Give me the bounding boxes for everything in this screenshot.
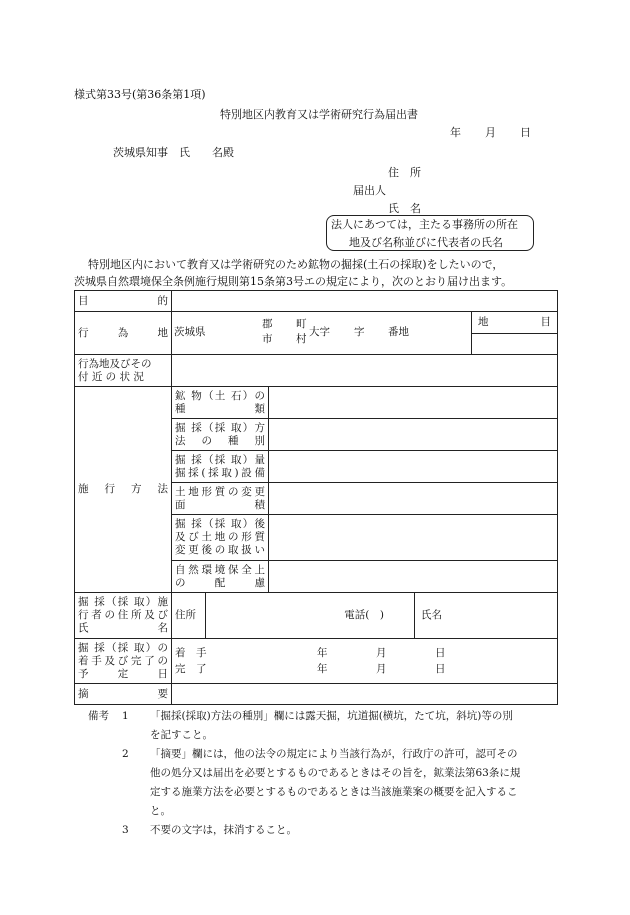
note-1-line-1: 「掘採(採取)方法の種別」欄には露天掘，坑道掘(横坑，たて坑，斜坑)等の別 bbox=[150, 710, 513, 722]
corp-note-line1: 法人にあつては，主たる事務所の所在 bbox=[331, 218, 518, 231]
method-field-4[interactable] bbox=[269, 483, 558, 515]
note-1-line-2: を記すこと。 bbox=[150, 729, 213, 741]
operator-name-label: 氏名 bbox=[421, 609, 442, 621]
note-1-number: 1 bbox=[122, 710, 129, 722]
end-year: 年 bbox=[317, 663, 328, 675]
note-2-number: 2 bbox=[122, 748, 129, 760]
method-item-2: 掘 採（採 取）方 法 の 種 別 bbox=[172, 419, 269, 451]
location-gun: 郡 bbox=[262, 318, 273, 330]
remarks-label: 摘 要 bbox=[75, 684, 172, 705]
date-year: 年 bbox=[450, 126, 461, 139]
location-shi: 市 bbox=[262, 333, 273, 345]
method-field-3[interactable] bbox=[269, 451, 558, 483]
location-pref: 茨城県 bbox=[174, 326, 206, 338]
surroundings-row bbox=[75, 355, 558, 387]
method-field-2[interactable] bbox=[269, 419, 558, 451]
operator-name-field[interactable] bbox=[461, 593, 557, 638]
chimoku-label: 地 目 bbox=[472, 312, 557, 334]
date-day: 日 bbox=[520, 126, 531, 139]
operator-row bbox=[75, 593, 558, 639]
location-row bbox=[75, 312, 558, 355]
method-row-1 bbox=[75, 387, 558, 419]
location-oaza: 大字 bbox=[309, 326, 330, 338]
method-item-6: 自然環境保全上 の 配 慮 bbox=[172, 561, 269, 593]
operator-address-label: 住所 bbox=[172, 593, 206, 638]
address-label: 住 所 bbox=[388, 166, 421, 179]
schedule-row bbox=[75, 639, 558, 684]
schedule-field[interactable] bbox=[172, 639, 558, 684]
operator-phone[interactable]: 電話( ) bbox=[206, 593, 415, 638]
note-3 bbox=[88, 821, 558, 840]
end-month: 月 bbox=[376, 663, 387, 675]
document-title: 特別地区内教育又は学術研究行為届出書 bbox=[220, 108, 418, 121]
schedule-label: 掘 採（採 取）の 着手及び完了の 予 定 日 bbox=[75, 639, 172, 684]
notes-heading: 備考 bbox=[88, 710, 109, 722]
name-label: 氏 名 bbox=[388, 202, 421, 215]
note-2-line-2: 他の処分又は届出を必要とするものであるときはその旨を，鉱業法第63条に規 bbox=[150, 767, 521, 779]
method-label: 施 行 方 法 bbox=[75, 387, 172, 593]
operator-field bbox=[172, 593, 558, 639]
location-mura: 村 bbox=[296, 333, 307, 345]
note-2-line-3: 定する施業方法を必要とするものであるときは当該施業案の概要を記入するこ bbox=[150, 786, 518, 798]
form-number: 様式第33号(第36条第1項) bbox=[74, 88, 206, 101]
body-line2: 茨城県自然環境保全条例施行規則第15条第3号エの規定により，次のとおり届け出ます。 bbox=[74, 275, 513, 288]
method-field-1[interactable] bbox=[269, 387, 558, 419]
chimoku-cell bbox=[472, 312, 558, 355]
start-label: 着 手 bbox=[175, 647, 207, 659]
note-3-number: 3 bbox=[122, 824, 129, 836]
start-year: 年 bbox=[317, 647, 328, 659]
note-2-line-1: 「摘要」欄には，他の法令の規定により当該行為が，行政庁の許可，認可その bbox=[150, 748, 518, 760]
method-item-1: 鉱 物（土 石）の 種 類 bbox=[172, 387, 269, 419]
addressee: 茨城県知事 氏 名殿 bbox=[113, 146, 234, 159]
start-day: 日 bbox=[435, 647, 446, 659]
note-2 bbox=[88, 745, 558, 821]
surroundings-field[interactable] bbox=[172, 355, 558, 387]
note-1 bbox=[88, 707, 558, 745]
location-aza: 字 bbox=[354, 326, 365, 338]
method-field-5[interactable] bbox=[269, 515, 558, 561]
note-3-line-1: 不要の文字は，抹消すること。 bbox=[150, 824, 297, 836]
end-label: 完 了 bbox=[175, 663, 207, 675]
purpose-label: 目 的 bbox=[75, 291, 172, 312]
operator-label: 掘 採（採 取）施 行者の住所及び 氏 名 bbox=[75, 593, 172, 639]
remarks-field[interactable] bbox=[172, 684, 558, 705]
method-item-3: 掘 採（採 取）量 掘採(採取)設備 bbox=[172, 451, 269, 483]
form-table bbox=[74, 290, 558, 705]
surroundings-label: 行為地及びその 付 近 の 状 況 bbox=[75, 355, 172, 387]
note-2-line-4: と。 bbox=[150, 805, 171, 817]
purpose-field[interactable] bbox=[172, 291, 558, 312]
method-item-4: 土地形質の変更 面 積 bbox=[172, 483, 269, 515]
start-month: 月 bbox=[376, 647, 387, 659]
location-machi: 町 bbox=[296, 318, 307, 330]
purpose-row bbox=[75, 291, 558, 312]
location-banchi: 番地 bbox=[388, 326, 409, 338]
remarks-row bbox=[75, 684, 558, 705]
submitter-label: 届出人 bbox=[353, 184, 386, 197]
notes-section bbox=[88, 707, 558, 840]
method-item-5: 掘 採（採 取）後 及び土地の形質 変更後の取扱い bbox=[172, 515, 269, 561]
corp-note-line2: 地及び名称並びに代表者の氏名 bbox=[349, 236, 503, 249]
date-month: 月 bbox=[485, 126, 496, 139]
end-day: 日 bbox=[435, 663, 446, 675]
location-field[interactable] bbox=[172, 312, 472, 355]
body-line1: 特別地区内において教育又は学術研究のため鉱物の掘採(土石の採取)をしたいので， bbox=[88, 258, 504, 271]
location-label: 行 為 地 bbox=[75, 312, 172, 355]
chimoku-field[interactable] bbox=[472, 334, 557, 354]
method-field-6[interactable] bbox=[269, 561, 558, 593]
